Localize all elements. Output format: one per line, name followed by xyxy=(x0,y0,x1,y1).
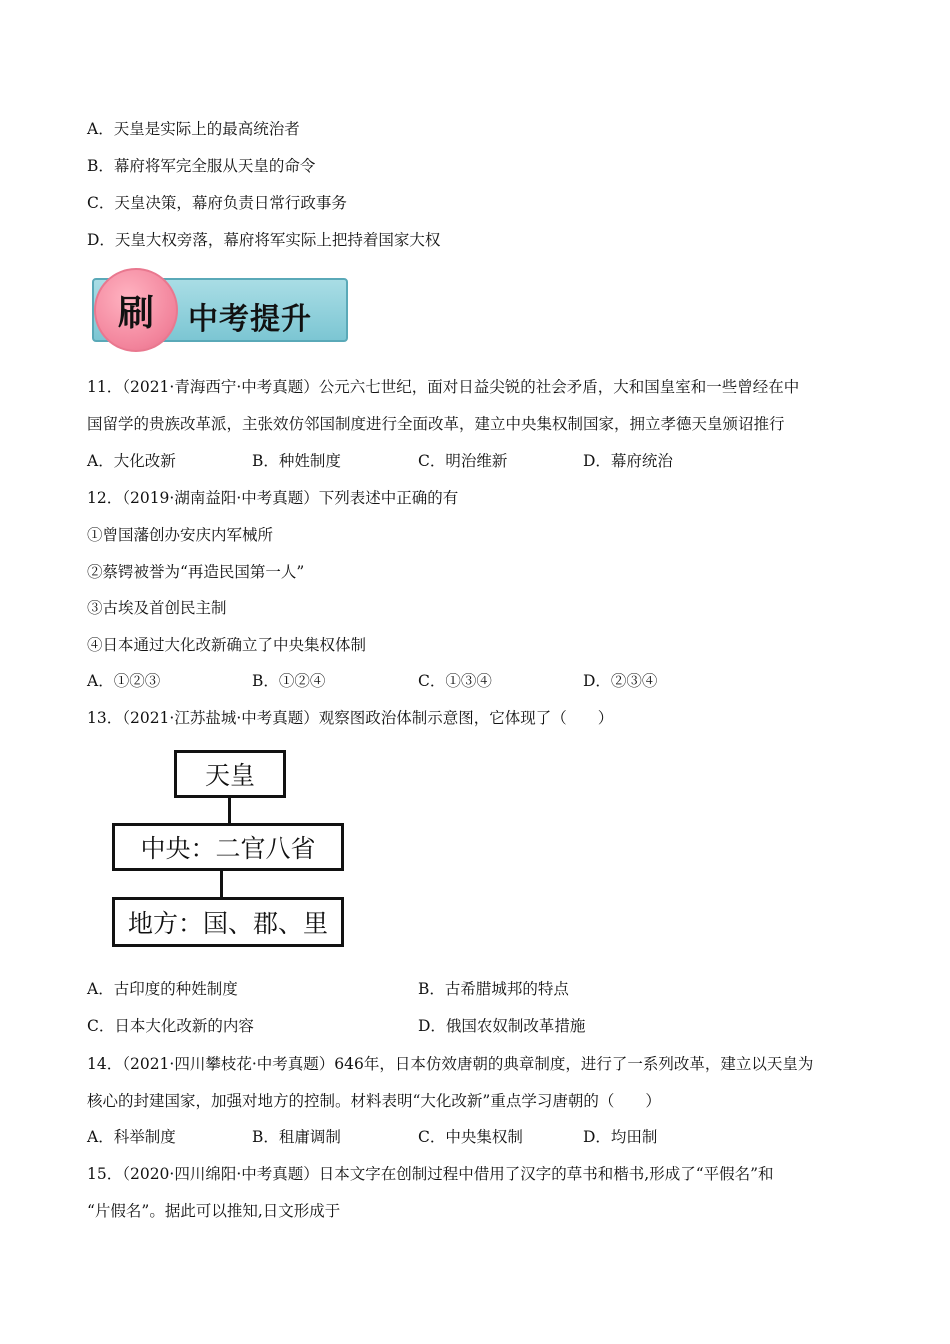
q12-statement-2: ②蔡锷被誉为“再造民国第一人” xyxy=(87,563,305,581)
diagram-box-central: 中央：二官八省 xyxy=(112,823,344,871)
banner-badge: 刷 xyxy=(94,268,178,352)
q14-option-c: C．中央集权制 xyxy=(418,1128,523,1146)
q10-option-d: D．天皇大权旁落，幕府将军实际上把持着国家大权 xyxy=(87,231,441,249)
q13-stem: 13．（2021·江苏盐城·中考真题）观察图政治体制示意图，它体现了（ ） xyxy=(87,709,614,727)
q11-option-c: C．明治维新 xyxy=(418,452,508,470)
q14-stem-line2: 核心的封建国家，加强对地方的控制。材料表明“大化改新”重点学习唐朝的（ ） xyxy=(87,1092,661,1110)
q11-option-d: D．幕府统治 xyxy=(583,452,673,470)
q10-option-b: B．幕府将军完全服从天皇的命令 xyxy=(87,157,316,175)
diagram-box-local: 地方：国、郡、里 xyxy=(112,897,344,947)
q12-statement-4: ④日本通过大化改新确立了中央集权体制 xyxy=(87,636,367,654)
q11-stem-line1: 11．（2021·青海西宁·中考真题）公元六七世纪，面对日益尖锐的社会矛盾，大和国皇室和一些曾经在中 xyxy=(87,378,800,396)
q12-statement-1: ①曾国藩创办安庆内军械所 xyxy=(87,526,274,544)
q14-stem-line1: 14．（2021·四川攀枝花·中考真题）646年，日本仿效唐朝的典章制度，进行了一系列改革，建立以天皇为 xyxy=(87,1055,814,1073)
q12-option-b: B．①②④ xyxy=(252,672,326,690)
diagram-connector-1 xyxy=(228,798,231,823)
q11-stem-line2: 国留学的贵族改革派，主张效仿邻国制度进行全面改革，建立中央集权制国家，拥立孝德天皇颁诏推行 xyxy=(87,415,785,433)
q10-option-a: A．天皇是实际上的最高统治者 xyxy=(87,120,300,138)
q12-stem: 12．（2019·湖南益阳·中考真题）下列表述中正确的有 xyxy=(87,489,459,507)
diagram-box-emperor: 天皇 xyxy=(174,750,286,798)
banner-title: 中考提升 xyxy=(188,302,312,337)
q12-option-d: D．②③④ xyxy=(583,672,658,690)
q13-option-c: C．日本大化改新的内容 xyxy=(87,1017,254,1035)
q11-option-a: A．大化改新 xyxy=(87,452,176,470)
q12-option-a: A．①②③ xyxy=(87,672,161,690)
q14-option-d: D．均田制 xyxy=(583,1128,658,1146)
q13-option-b: B．古希腊城邦的特点 xyxy=(418,980,569,998)
diagram-connector-2 xyxy=(220,871,223,897)
q11-option-b: B．种姓制度 xyxy=(252,452,341,470)
section-banner xyxy=(90,268,352,352)
q12-option-c: C．①③④ xyxy=(418,672,492,690)
q12-statement-3: ③古埃及首创民主制 xyxy=(87,599,227,617)
q15-stem-line1: 15．（2020·四川绵阳·中考真题）日本文字在创制过程中借用了汉字的草书和楷书,形成了“平假名”和 xyxy=(87,1165,774,1183)
q14-option-b: B．租庸调制 xyxy=(252,1128,341,1146)
q13-option-a: A．古印度的种姓制度 xyxy=(87,980,238,998)
q15-stem-line2: “片假名”。据此可以推知,日文形成于 xyxy=(87,1202,341,1220)
q10-option-c: C．天皇决策，幕府负责日常行政事务 xyxy=(87,194,347,212)
q13-option-d: D．俄国农奴制改革措施 xyxy=(418,1017,586,1035)
q14-option-a: A．科举制度 xyxy=(87,1128,176,1146)
